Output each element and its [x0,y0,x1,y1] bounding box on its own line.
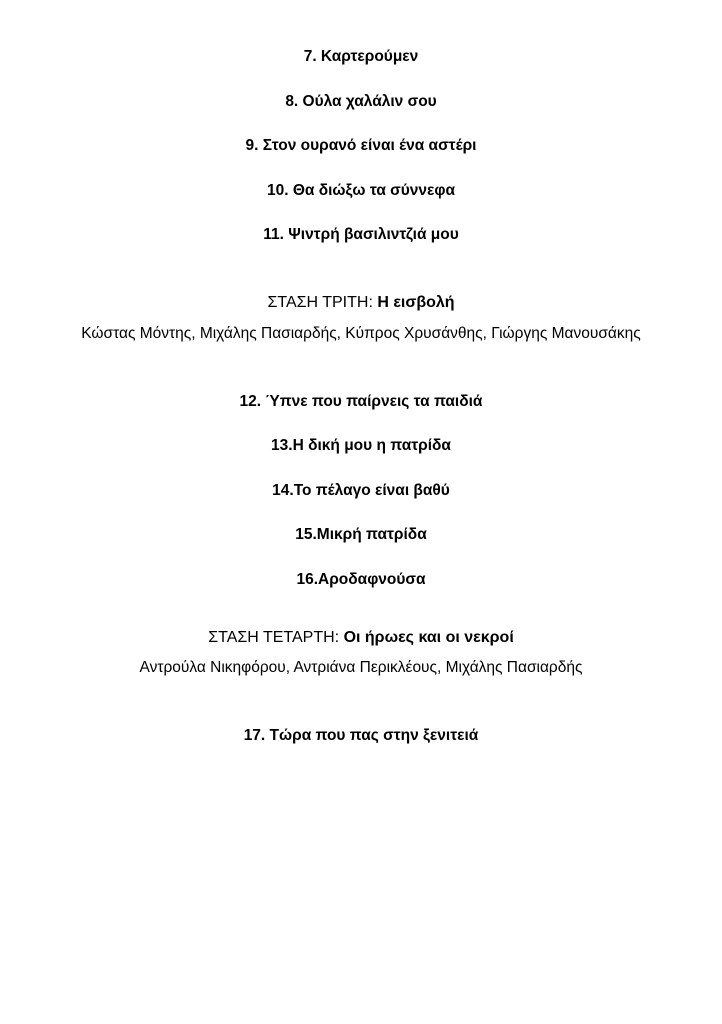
list-item: 11. Ψιντρή βασιλιντζιά μου [263,226,459,244]
list-item: 7. Καρτερούμεν [303,48,419,65]
section-credits: Κώστας Μόντης, Μιχάλης Πασιαρδής, Κύπρος Χρυσάνθης, Γιώργης Μανουσάκης [81,324,641,342]
section-title [60,293,662,314]
section-title [60,628,662,649]
list-item: 14.Το πέλαγο είναι βαθύ [272,481,450,499]
section-title-name: Οι ήρωες και οι νεκροί [343,628,514,646]
spacer [60,590,662,628]
section-title-label: ΣΤΑΣΗ ΤΡΙΤΗ: [267,293,378,311]
section-heading-fourth [60,628,662,680]
section-title-name: Η εισβολή [377,293,455,311]
section-title-label: ΣΤΑΣΗ ΤΕΤΑΡΤΗ: [208,628,344,646]
spacer [60,245,662,293]
song-list-group-3 [60,727,662,746]
list-item: 8. Ούλα χαλάλιν σου [285,92,437,110]
list-item: 10. Θα διώξω τα σύννεφα [266,181,455,199]
list-item: 15.Μικρή πατρίδα [295,526,427,544]
list-item: 17. Τώρα που πας στην ξενιτειά [243,727,479,745]
list-item: 12. Ύπνε που παίρνεις τα παιδιά [239,392,483,410]
section-heading-third [60,293,662,345]
list-item: 16.Αροδαφνούσα [296,571,426,589]
spacer [60,679,662,727]
section-credits: Αντρούλα Νικηφόρου, Αντριάνα Περικλέους, Μιχάλης Πασιαρδής [139,659,583,677]
spacer [60,345,662,393]
list-item: 13.Η δική μου η πατρίδα [271,437,451,455]
song-list-group-2 [60,393,662,590]
song-list-group-1 [60,48,662,245]
list-item: 9. Στον ουρανό είναι ένα αστέρι [245,137,477,155]
